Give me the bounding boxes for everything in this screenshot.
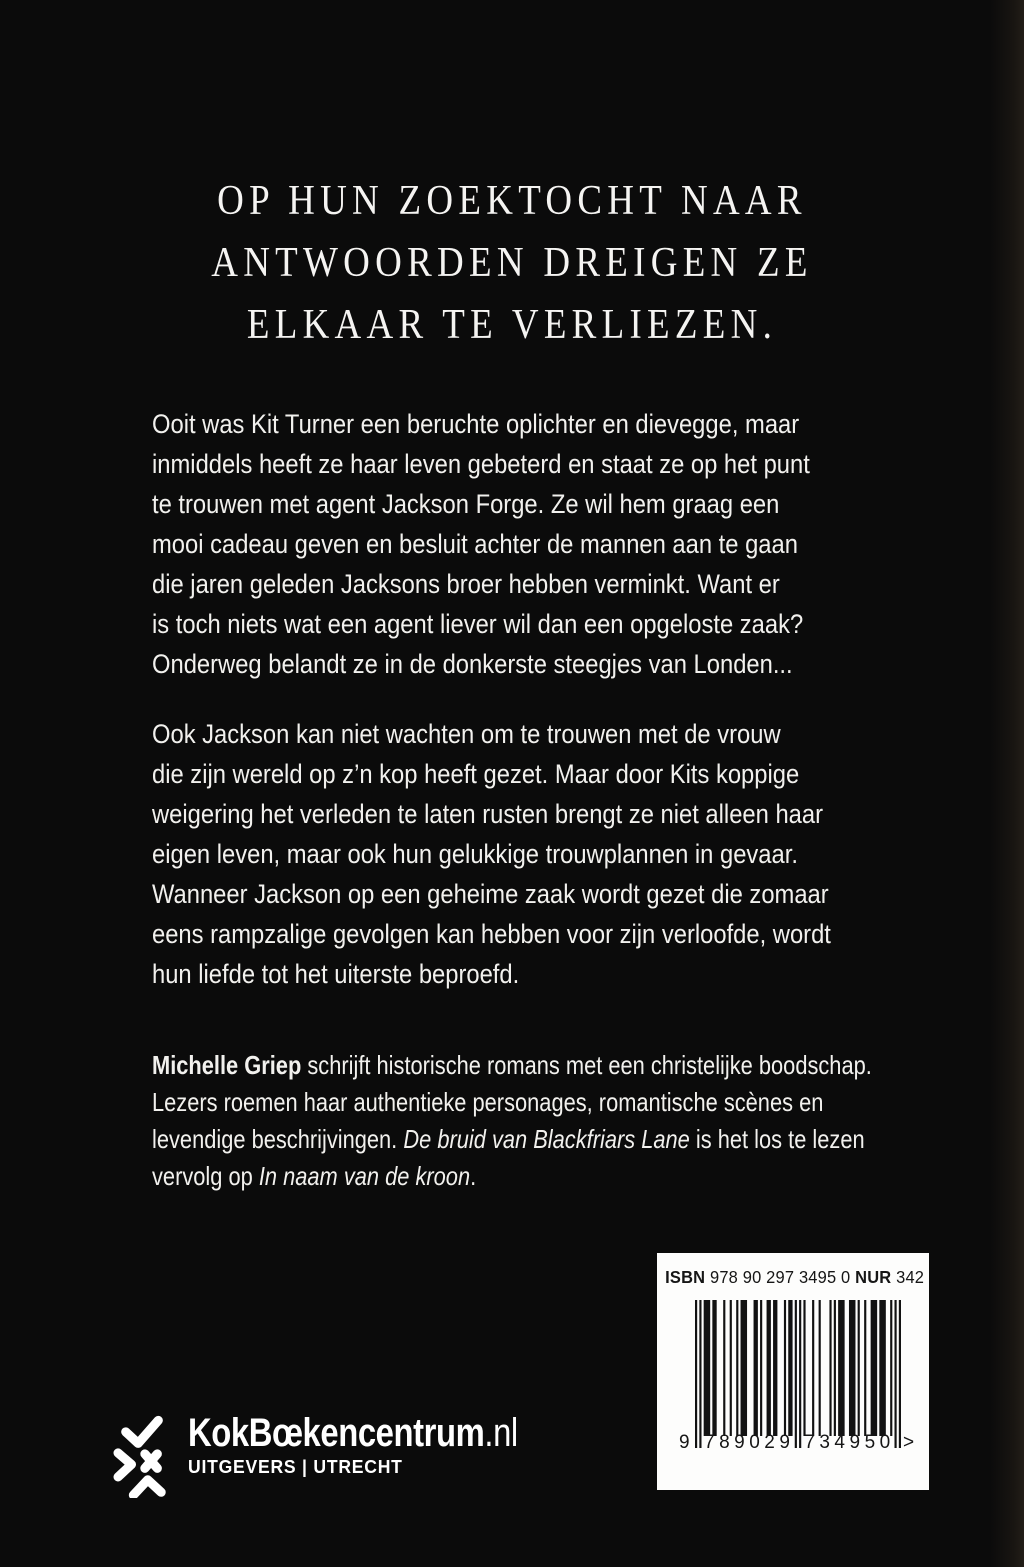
blurb-line: Ooit was Kit Turner een beruchte oplichter en dievegge, maar (152, 409, 800, 439)
blurb-line: Ook Jackson kan niet wachten om te trouwen met de vrouw (152, 719, 781, 749)
tagline-line-1: OP HUN ZOEKTOCHT NAAR (217, 178, 807, 224)
blurb-line: hun liefde tot het uiterste beproefd. (152, 959, 520, 989)
author-bio (152, 1047, 872, 1195)
publisher-name-suffix: .nl (484, 1411, 518, 1455)
bio-line-3 (152, 1121, 872, 1158)
bio-line-1-text: schrijft historische romans met een christelijke boodschap. (301, 1050, 872, 1080)
photo-edge-shadow (990, 0, 1024, 1567)
publisher-asterisk-icon (112, 1406, 172, 1498)
tagline-line-2: ANTWOORDEN DREIGEN ZE (211, 240, 813, 286)
nur-number: 342 (891, 1267, 925, 1287)
publisher-logo (112, 1400, 590, 1498)
tagline-heading (61, 170, 962, 356)
blurb-paragraph-2 (152, 714, 831, 994)
publisher-name-bold: KokBœkencentrum (188, 1411, 485, 1455)
blurb-line: eigen leven, maar ook hun gelukkige trouwplannen in gevaar. (152, 839, 798, 869)
nur-label: NUR (855, 1267, 892, 1287)
bio-line-2: Lezers roemen haar authentieke personages, romantische scènes en (152, 1087, 824, 1117)
isbn-nur-line (665, 1267, 925, 1288)
isbn-number: 978 90 297 3495 0 (705, 1267, 856, 1287)
barcode-digits-right: 734950 (804, 1432, 895, 1453)
blurb-line: mooi cadeau geven en besluit achter de mannen aan te gaan (152, 529, 798, 559)
blurb-line: eens rampzalige gevolgen kan hebben voor zijn verloofde, wordt (152, 919, 831, 949)
publisher-name (188, 1412, 518, 1454)
bio-line-3-text: levendige beschrijvingen. (152, 1124, 404, 1154)
publisher-wordmark (188, 1412, 590, 1478)
ean13-barcode (679, 1300, 915, 1460)
tagline-line-3: ELKAAR TE VERLIEZEN. (246, 302, 778, 348)
blurb-line: te trouwen met agent Jackson Forge. Ze wil hem graag een (152, 489, 780, 519)
bio-line-4-tail: . (470, 1161, 477, 1191)
blurb-line: Wanneer Jackson op een geheime zaak wordt gezet die zomaar (152, 879, 829, 909)
book-title-blackfriars-lane: De bruid van Blackfriars Lane (403, 1124, 690, 1154)
blurb-line: die zijn wereld op z’n kop heeft gezet. Maar door Kits koppige (152, 759, 800, 789)
bio-line-1 (152, 1047, 872, 1084)
blurb-paragraph-1 (152, 404, 810, 684)
bio-line-3-tail: is het los te lezen (689, 1124, 865, 1154)
blurb-line: inmiddels heeft ze haar leven gebeterd en staat ze op het punt (152, 449, 810, 479)
blurb-line: Onderweg belandt ze in de donkerste steegjes van Londen... (152, 649, 793, 679)
blurb-line: weigering het verleden te laten rusten brengt ze niet alleen haar (152, 799, 823, 829)
author-name: Michelle Griep (152, 1050, 302, 1080)
bio-line-4 (152, 1158, 872, 1195)
blurb-line: is toch niets wat een agent liever wil dan een opgeloste zaak? (152, 609, 804, 639)
barcode-digit-lead: 9 (679, 1432, 690, 1453)
book-title-in-naam-van-de-kroon: In naam van de kroon (258, 1161, 471, 1191)
barcode-quiet-zone-mark: > (903, 1432, 915, 1453)
barcode-digits-left: 789029 (704, 1432, 795, 1453)
barcode-bars-icon (695, 1300, 901, 1450)
publisher-tagline: UITGEVERS | UTRECHT (188, 1456, 403, 1477)
bio-line-4-text: vervolg op (152, 1161, 259, 1191)
blurb-line: die jaren geleden Jacksons broer hebben verminkt. Want er (152, 569, 780, 599)
isbn-label: ISBN (665, 1267, 706, 1287)
isbn-barcode-panel (657, 1253, 929, 1490)
